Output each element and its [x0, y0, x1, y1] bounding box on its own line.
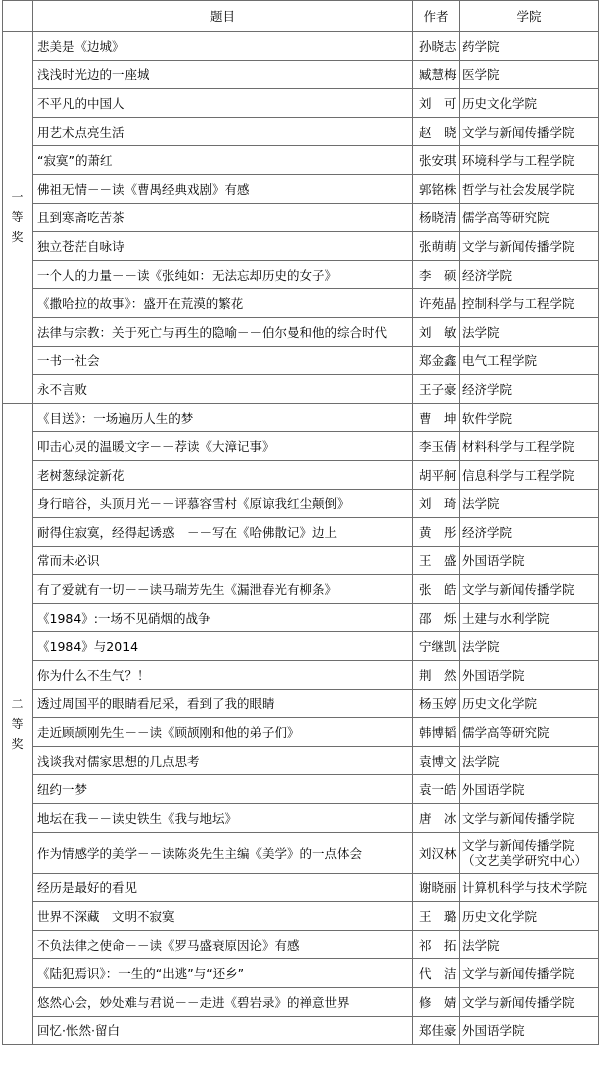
title-cell: 《1984》:一场不见硝烟的战争 — [33, 603, 413, 632]
award-group-name: 二等奖 — [11, 696, 24, 751]
table-row — [3, 117, 599, 146]
college-cell: 历史文化学院 — [460, 902, 599, 931]
title-cell: 你为什么不生气？！ — [33, 661, 413, 690]
table-row — [3, 432, 599, 461]
author-cell: 许苑晶 — [413, 289, 460, 318]
table-row — [3, 746, 599, 775]
author-cell: 刘 可 — [413, 89, 460, 118]
table-row — [3, 203, 599, 232]
award-table — [2, 0, 599, 1045]
table-row — [3, 902, 599, 931]
table-row — [3, 60, 599, 89]
table-row — [3, 289, 599, 318]
table-row — [3, 804, 599, 833]
author-cell: 宁继凯 — [413, 632, 460, 661]
author-cell: 谢晓丽 — [413, 873, 460, 902]
table-row — [3, 232, 599, 261]
title-cell: 走近顾颉刚先生－－读《顾颉刚和他的弟子们》 — [33, 718, 413, 747]
table-row — [3, 174, 599, 203]
title-cell: 《撒哈拉的故事》：盛开在荒漠的繁花 — [33, 289, 413, 318]
author-cell: 代 洁 — [413, 959, 460, 988]
author-cell: 郭铭株 — [413, 174, 460, 203]
title-cell: 浅谈我对儒家思想的几点思考 — [33, 746, 413, 775]
title-cell: 老树葱绿淀新花 — [33, 460, 413, 489]
author-cell: 杨晓清 — [413, 203, 460, 232]
table-row — [3, 89, 599, 118]
author-cell: 曹 坤 — [413, 403, 460, 432]
author-cell: 张安琪 — [413, 146, 460, 175]
title-cell: 身行暗谷，头顶月光－－评慕容雪村《原谅我红尘颠倒》 — [33, 489, 413, 518]
college-cell: 材料科学与工程学院 — [460, 432, 599, 461]
header-author: 作者 — [413, 1, 460, 32]
author-cell: 王 盛 — [413, 546, 460, 575]
author-cell: 修 婧 — [413, 988, 460, 1017]
header-row — [3, 1, 599, 32]
title-cell: 悠然心会，妙处难与君说－－走进《碧岩录》的禅意世界 — [33, 988, 413, 1017]
college-cell: 医学院 — [460, 60, 599, 89]
table-row — [3, 546, 599, 575]
college-cell: 法学院 — [460, 930, 599, 959]
college-cell: 经济学院 — [460, 375, 599, 404]
college-cell: 电气工程学院 — [460, 346, 599, 375]
title-cell: “寂寞”的萧红 — [33, 146, 413, 175]
table-row — [3, 661, 599, 690]
college-cell: 历史文化学院 — [460, 89, 599, 118]
table-row — [3, 489, 599, 518]
table-row — [3, 775, 599, 804]
author-cell: 袁一皓 — [413, 775, 460, 804]
title-cell: 独立苍茫自咏诗 — [33, 232, 413, 261]
author-cell: 臧慧梅 — [413, 60, 460, 89]
author-cell: 李 硕 — [413, 260, 460, 289]
college-cell: 环境科学与工程学院 — [460, 146, 599, 175]
author-cell: 王子豪 — [413, 375, 460, 404]
title-cell: 经历是最好的看见 — [33, 873, 413, 902]
college-cell: 儒学高等研究院 — [460, 718, 599, 747]
title-cell: 有了爱就有一切－－读马瑞芳先生《漏泄春光有柳条》 — [33, 575, 413, 604]
award-group-name: 一等奖 — [11, 190, 24, 245]
author-cell: 孙晓志 — [413, 32, 460, 61]
title-cell: 透过周国平的眼睛看尼采，看到了我的眼睛 — [33, 689, 413, 718]
title-cell: 一个人的力量－－读《张纯如：无法忘却历史的女子》 — [33, 260, 413, 289]
college-cell: 外国语学院 — [460, 546, 599, 575]
author-cell: 邵 烁 — [413, 603, 460, 632]
author-cell: 赵 晓 — [413, 117, 460, 146]
author-cell: 王 璐 — [413, 902, 460, 931]
author-cell: 刘 琦 — [413, 489, 460, 518]
table-row — [3, 873, 599, 902]
author-cell: 胡平舸 — [413, 460, 460, 489]
title-cell: 作为情感学的美学－－读陈炎先生主编《美学》的一点体会 — [33, 832, 413, 873]
table-row — [3, 718, 599, 747]
author-cell: 祁 拓 — [413, 930, 460, 959]
table-row — [3, 603, 599, 632]
header-group-cell — [3, 1, 33, 32]
title-cell: 佛祖无情－－读《曹禺经典戏剧》有感 — [33, 174, 413, 203]
title-cell: 浅浅时光边的一座城 — [33, 60, 413, 89]
college-cell: 儒学高等研究院 — [460, 203, 599, 232]
table-row — [3, 375, 599, 404]
college-cell: 控制科学与工程学院 — [460, 289, 599, 318]
author-cell: 杨玉婷 — [413, 689, 460, 718]
title-cell: 常而未必识 — [33, 546, 413, 575]
college-cell: 文学与新闻传播学院（文艺美学研究中心） — [460, 832, 599, 873]
title-cell: 一书一社会 — [33, 346, 413, 375]
college-cell: 药学院 — [460, 32, 599, 61]
header-college: 学院 — [460, 1, 599, 32]
table-row — [3, 346, 599, 375]
college-cell: 土建与水利学院 — [460, 603, 599, 632]
college-cell: 软件学院 — [460, 403, 599, 432]
title-cell: 叩击心灵的温暖文字－－荐读《大漳记事》 — [33, 432, 413, 461]
college-cell: 法学院 — [460, 489, 599, 518]
table-row — [3, 260, 599, 289]
table-row — [3, 689, 599, 718]
table-row — [3, 1016, 599, 1045]
author-cell: 韩博韬 — [413, 718, 460, 747]
title-cell: 纽约一梦 — [33, 775, 413, 804]
author-cell: 郑佳豪 — [413, 1016, 460, 1045]
college-cell: 历史文化学院 — [460, 689, 599, 718]
award-group-label — [3, 32, 33, 404]
college-cell: 文学与新闻传播学院 — [460, 959, 599, 988]
title-cell: 且到寒斋吃苦茶 — [33, 203, 413, 232]
table-row — [3, 460, 599, 489]
table-row — [3, 146, 599, 175]
college-cell: 文学与新闻传播学院 — [460, 988, 599, 1017]
title-cell: 地坛在我－－读史铁生《我与地坛》 — [33, 804, 413, 833]
table-row — [3, 632, 599, 661]
author-cell: 李玉倩 — [413, 432, 460, 461]
college-cell: 外国语学院 — [460, 1016, 599, 1045]
title-cell: 世界不深藏 文明不寂寞 — [33, 902, 413, 931]
college-cell: 外国语学院 — [460, 775, 599, 804]
college-cell: 哲学与社会发展学院 — [460, 174, 599, 203]
table-row — [3, 930, 599, 959]
header-title: 题目 — [33, 1, 413, 32]
college-cell: 文学与新闻传播学院 — [460, 117, 599, 146]
table-row — [3, 518, 599, 547]
table-row — [3, 832, 599, 873]
author-cell: 刘 敏 — [413, 317, 460, 346]
author-cell: 袁博文 — [413, 746, 460, 775]
college-cell: 经济学院 — [460, 518, 599, 547]
title-cell: 耐得住寂寞，经得起诱惑 －－写在《哈佛散记》边上 — [33, 518, 413, 547]
author-cell: 张 皓 — [413, 575, 460, 604]
title-cell: 不平凡的中国人 — [33, 89, 413, 118]
award-table-body — [3, 1, 599, 1045]
title-cell: 悲美是《边城》 — [33, 32, 413, 61]
title-cell: 法律与宗教：关于死亡与再生的隐喻－－伯尔曼和他的综合时代 — [33, 317, 413, 346]
author-cell: 荆 然 — [413, 661, 460, 690]
author-cell: 刘汉林 — [413, 832, 460, 873]
title-cell: 《陆犯焉识》：一生的“出逃”与“还乡” — [33, 959, 413, 988]
college-cell: 文学与新闻传播学院 — [460, 232, 599, 261]
table-row — [3, 403, 599, 432]
table-row — [3, 959, 599, 988]
author-cell: 张萌萌 — [413, 232, 460, 261]
college-cell: 外国语学院 — [460, 661, 599, 690]
college-cell: 法学院 — [460, 317, 599, 346]
college-cell: 计算机科学与技术学院 — [460, 873, 599, 902]
college-cell: 信息科学与工程学院 — [460, 460, 599, 489]
title-cell: 不负法律之使命－－读《罗马盛衰原因论》有感 — [33, 930, 413, 959]
title-cell: 用艺术点亮生活 — [33, 117, 413, 146]
table-row — [3, 317, 599, 346]
table-row — [3, 575, 599, 604]
college-cell: 法学院 — [460, 632, 599, 661]
title-cell: 回忆·怅然·留白 — [33, 1016, 413, 1045]
college-cell: 法学院 — [460, 746, 599, 775]
table-row — [3, 988, 599, 1017]
award-group-label — [3, 403, 33, 1044]
author-cell: 唐 冰 — [413, 804, 460, 833]
college-cell: 经济学院 — [460, 260, 599, 289]
title-cell: 《目送》：一场遍历人生的梦 — [33, 403, 413, 432]
author-cell: 郑金鑫 — [413, 346, 460, 375]
author-cell: 黄 彤 — [413, 518, 460, 547]
college-cell: 文学与新闻传播学院 — [460, 575, 599, 604]
table-row — [3, 32, 599, 61]
college-cell: 文学与新闻传播学院 — [460, 804, 599, 833]
title-cell: 《1984》与2014 — [33, 632, 413, 661]
title-cell: 永不言败 — [33, 375, 413, 404]
